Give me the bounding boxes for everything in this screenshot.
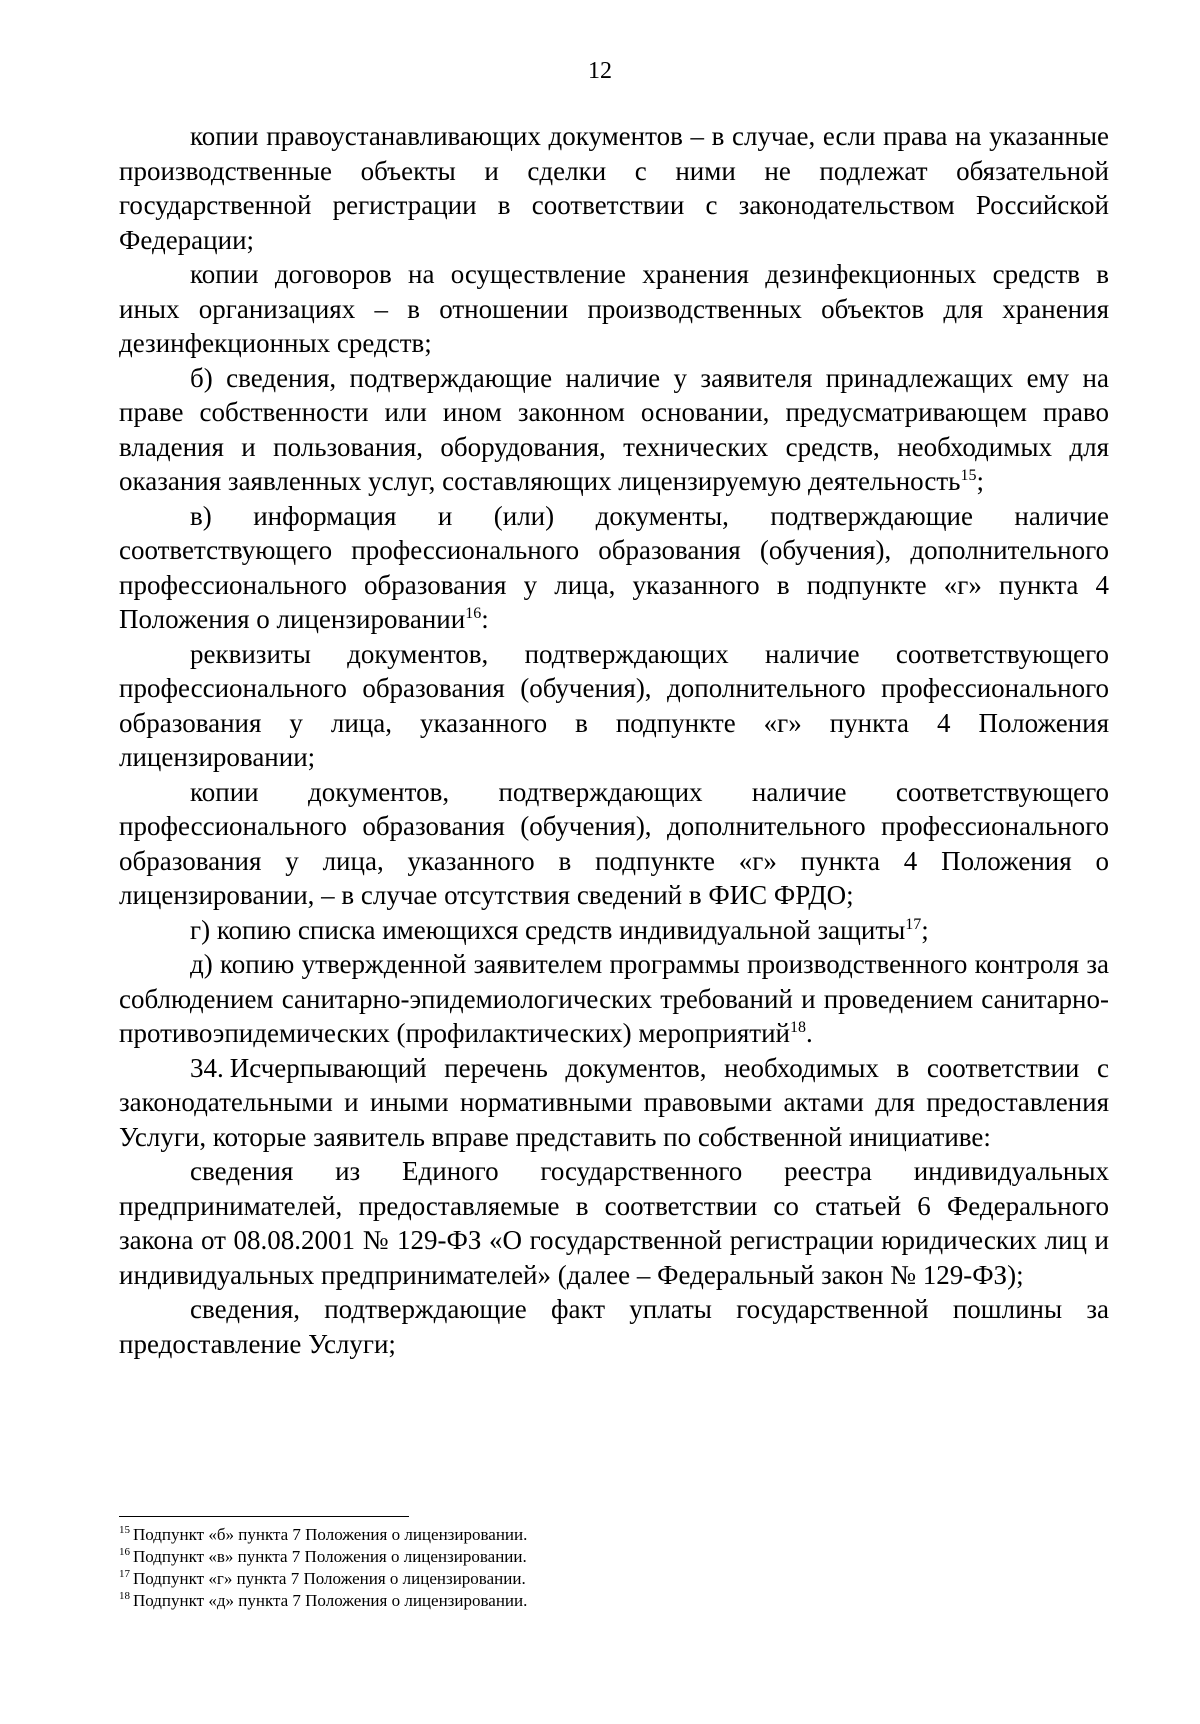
paragraph-title-documents-copies: [119, 119, 1109, 257]
footnote-text: Подпункт «б» пункта 7 Положения о лицензировании.: [133, 1525, 528, 1544]
paragraph-text: Исчерпывающий перечень документов, необходимых в соответствии с законодательными и иными нормативными правовыми актами для предоставления Услуги, которые заявитель вправе представить по собственной инициативе:: [119, 1052, 1109, 1152]
paragraph-end: ;: [976, 466, 984, 496]
footnote-ref-17[interactable]: 17: [905, 915, 922, 933]
footnote-ref-15[interactable]: 15: [960, 467, 977, 484]
footnote-16: [119, 1546, 1019, 1568]
paragraph-text: сведения из Единого государственного реестра индивидуальных предпринимателей, предоставляемые в соответствии со статьей 6 Федерального закона от 08.08.2001 № 129-ФЗ «О государственной регистрации юридических лиц и индивидуальных предпринимателей» (далее – Федеральный закон № 129-ФЗ);: [119, 1156, 1109, 1290]
paragraph-requisites: [119, 637, 1109, 775]
footnote-17: [119, 1568, 1019, 1590]
paragraph-item-d: [119, 947, 1109, 1051]
footnote-number: 15: [119, 1524, 130, 1537]
paragraph-state-fee: [119, 1292, 1109, 1361]
page-number: 12: [588, 58, 612, 84]
paragraph-section-34: [119, 1051, 1109, 1155]
footnote-15: [119, 1524, 1019, 1546]
paragraph-end: .: [805, 1018, 813, 1048]
footnote-text: Подпункт «в» пункта 7 Положения о лицензировании.: [133, 1547, 527, 1566]
paragraph-end: ;: [921, 914, 929, 945]
paragraph-text: копии правоустанавливающих документов – в случае, если права на указанные производственные объекты и сделки с ними не подлежат обязательной государственной регистрации в соответствии с законодательством Российской Федерации;: [119, 121, 1109, 255]
paragraph-document-copies: [119, 775, 1109, 913]
paragraph-text: сведения, подтверждающие факт уплаты государственной пошлины за предоставление Услуги;: [119, 1294, 1109, 1359]
paragraph-text: копии документов, подтверждающих наличие соответствующего профессионального образования (обучения), дополнительного профессионального образования у лица, указанного в подпункте «г» пункта 4 Положения о лицензировании, – в случае отсутствия сведений в ФИС ФРДО;: [119, 776, 1109, 910]
footnote-number: 16: [119, 1546, 130, 1559]
footnote-number: 18: [119, 1590, 130, 1603]
footnote-18: [119, 1590, 1019, 1612]
paragraph-end: :: [481, 604, 489, 634]
paragraph-egrip: [119, 1154, 1109, 1292]
paragraph-text: б) сведения, подтверждающие наличие у заявителя принадлежащих ему на праве собственности или ином законном основании, предусматривающем право владения и пользования, оборудования, технических средств, необходимых для оказания заявленных услуг, составляющих лицензируемую деятельность: [119, 362, 1109, 496]
paragraph-storage-contracts: [119, 257, 1109, 361]
section-number: 34.: [190, 1052, 224, 1083]
footnote-text: Подпункт «г» пункта 7 Положения о лицензировании.: [133, 1569, 526, 1588]
paragraph-text: д) копию утвержденной заявителем программы производственного контроля за соблюдением санитарно-эпидемиологических требований и проведением санитарно-противоэпидемических (профилактических) мероприятий: [119, 949, 1109, 1048]
paragraph-item-v: [119, 499, 1109, 637]
paragraph-text: копии договоров на осуществление хранения дезинфекционных средств в иных организациях – в отношении производственных объектов для хранения дезинфекционных средств;: [119, 259, 1109, 358]
footnote-ref-16[interactable]: 16: [465, 605, 482, 622]
paragraph-item-g: [119, 913, 1109, 948]
paragraph-text: реквизиты документов, подтверждающих наличие соответствующего профессионального образования (обучения), дополнительного профессионального образования у лица, указанного в подпункте «г» пункта 4 Положения лицензировании;: [119, 638, 1109, 772]
footnote-text: Подпункт «д» пункта 7 Положения о лицензировании.: [133, 1591, 528, 1610]
paragraph-text: г) копию списка имеющихся средств индивидуальной защиты: [190, 914, 906, 945]
footnote-divider: [119, 1516, 409, 1517]
paragraph-text: в) информация и (или) документы, подтверждающие наличие соответствующего профессионального образования (обучения), дополнительного профессионального образования у лица, указанного в подпункте «г» пункта 4 Положения о лицензировании: [119, 500, 1109, 634]
paragraph-item-b: [119, 361, 1109, 499]
document-body: [119, 119, 1109, 1361]
footnote-ref-18[interactable]: 18: [789, 1019, 806, 1036]
footnotes: [119, 1524, 1019, 1612]
footnote-number: 17: [119, 1568, 130, 1581]
